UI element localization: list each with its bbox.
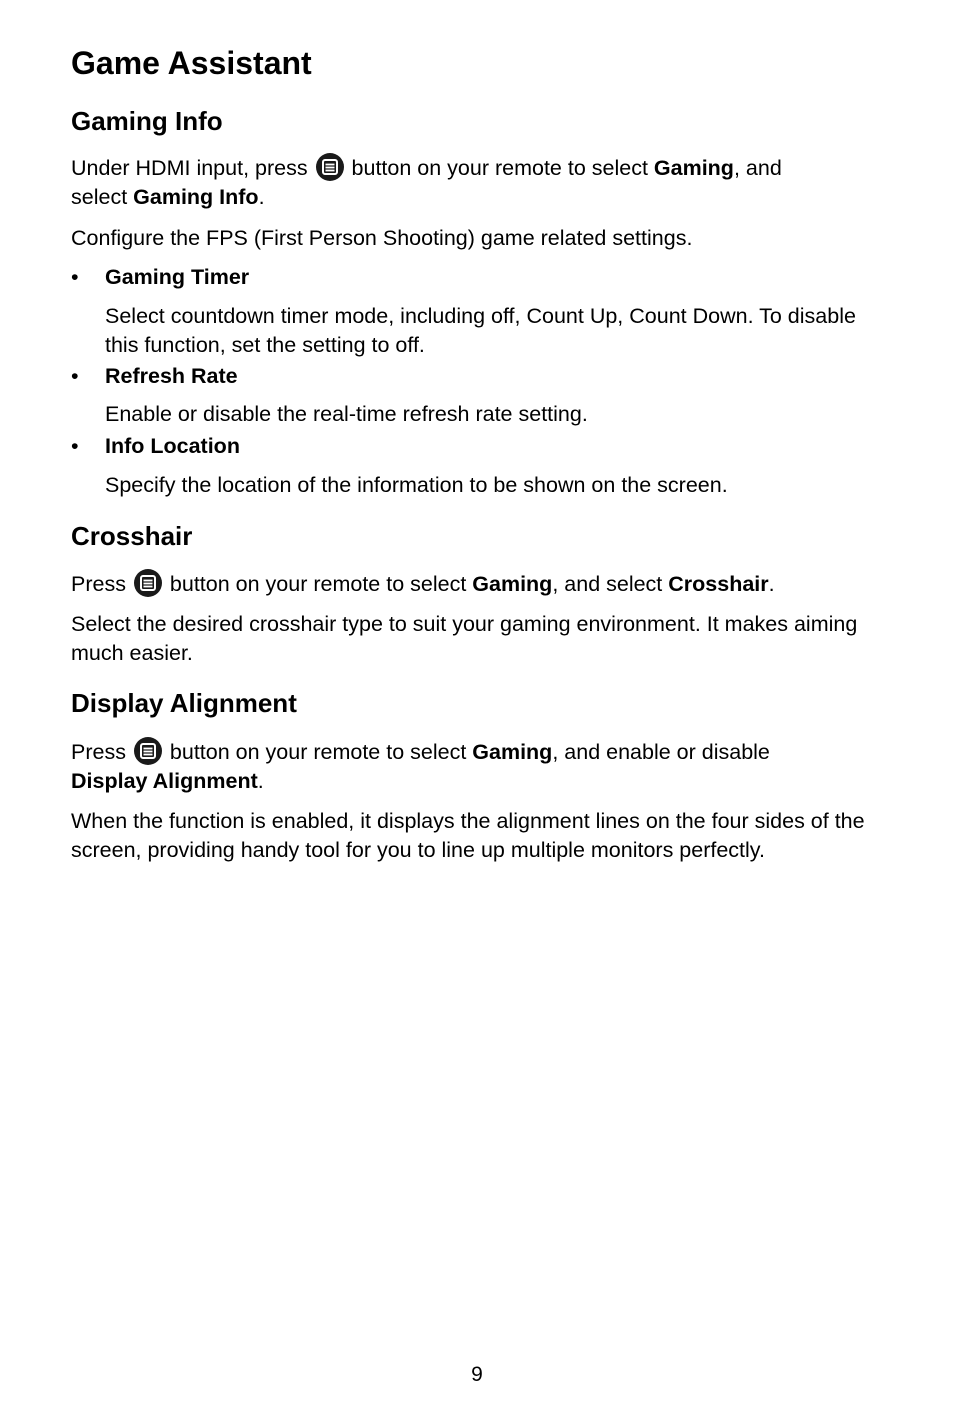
display-alignment-description: When the function is enabled, it displays the alignment lines on the four sides of the screen, providing handy tool for you to line up multiple monitors perfectly. [71, 809, 865, 862]
section-heading-display-alignment: Display Alignment [71, 688, 297, 718]
info-location-description: Specify the location of the information to be shown on the screen. [105, 473, 728, 497]
section-heading-gaming-info: Gaming Info [71, 106, 223, 136]
page-title: Game Assistant [71, 45, 312, 81]
section-heading-crosshair: Crosshair [71, 521, 193, 551]
crosshair-description: Select the desired crosshair type to suit your gaming environment. It makes aiming much easier. [71, 612, 858, 665]
refresh-rate-description: Enable or disable the real-time refresh rate setting. [105, 402, 588, 426]
gaming-info-instruction: Under HDMI input, press button on your remote to select Gaming, and select Gaming Info. [71, 152, 871, 212]
menu-button-icon [133, 568, 163, 598]
crosshair-instruction: Press button on your remote to select Gaming, and select Crosshair. [71, 568, 871, 599]
gaming-info-description: Configure the FPS (First Person Shooting) game related settings. [71, 226, 693, 250]
menu-button-icon [133, 736, 163, 766]
page-number: 9 [471, 1363, 483, 1386]
gaming-timer-description: Select countdown timer mode, including off, Count Up, Count Down. To disable this function, set the setting to off. [105, 304, 856, 357]
display-alignment-instruction: Press button on your remote to select Gaming, and enable or disable Display Alignment. [71, 736, 871, 796]
menu-button-icon [315, 152, 345, 182]
